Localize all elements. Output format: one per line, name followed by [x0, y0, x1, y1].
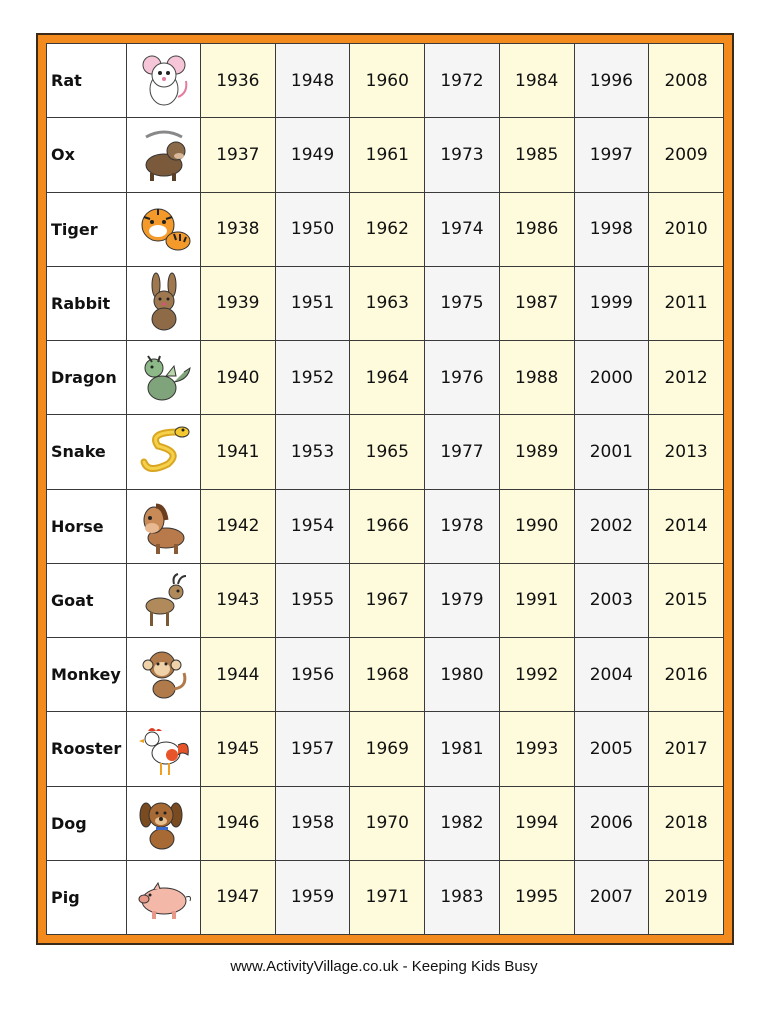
year-cell: 1985	[499, 118, 574, 192]
pig-icon	[127, 865, 200, 929]
year-cell: 1974	[425, 192, 500, 266]
horse-icon	[127, 494, 200, 558]
year-cell: 1989	[499, 415, 574, 489]
animal-picture-cell	[127, 712, 201, 786]
year-cell: 2006	[574, 786, 649, 860]
year-cell: 1939	[201, 266, 276, 340]
year-cell: 1992	[499, 638, 574, 712]
animal-name: Pig	[47, 860, 127, 934]
year-cell: 1937	[201, 118, 276, 192]
year-cell: 1990	[499, 489, 574, 563]
year-cell: 1986	[499, 192, 574, 266]
year-cell: 1981	[425, 712, 500, 786]
tiger-icon	[127, 197, 200, 261]
year-cell: 1980	[425, 638, 500, 712]
zodiac-row	[47, 192, 724, 266]
year-cell: 1938	[201, 192, 276, 266]
zodiac-row	[47, 341, 724, 415]
animal-picture-cell	[127, 786, 201, 860]
animal-name: Snake	[47, 415, 127, 489]
year-cell: 1983	[425, 860, 500, 934]
year-cell: 1959	[275, 860, 350, 934]
monkey-icon	[127, 643, 200, 707]
year-cell: 1960	[350, 44, 425, 118]
year-cell: 1976	[425, 341, 500, 415]
year-cell: 1946	[201, 786, 276, 860]
animal-name: Ox	[47, 118, 127, 192]
year-cell: 2007	[574, 860, 649, 934]
year-cell: 1984	[499, 44, 574, 118]
year-cell: 1958	[275, 786, 350, 860]
year-cell: 1964	[350, 341, 425, 415]
zodiac-row	[47, 489, 724, 563]
year-cell: 2005	[574, 712, 649, 786]
year-cell: 1949	[275, 118, 350, 192]
dog-icon	[127, 791, 200, 855]
zodiac-row	[47, 638, 724, 712]
zodiac-chart-frame	[36, 33, 734, 945]
year-cell: 2018	[649, 786, 724, 860]
year-cell: 1957	[275, 712, 350, 786]
animal-name: Dog	[47, 786, 127, 860]
animal-name: Monkey	[47, 638, 127, 712]
snake-icon	[127, 420, 200, 484]
year-cell: 1979	[425, 563, 500, 637]
zodiac-row	[47, 118, 724, 192]
year-cell: 1956	[275, 638, 350, 712]
year-cell: 1999	[574, 266, 649, 340]
zodiac-row	[47, 786, 724, 860]
year-cell: 2017	[649, 712, 724, 786]
year-cell: 1955	[275, 563, 350, 637]
animal-name: Goat	[47, 563, 127, 637]
year-cell: 2008	[649, 44, 724, 118]
year-cell: 1953	[275, 415, 350, 489]
year-cell: 1971	[350, 860, 425, 934]
rooster-icon	[127, 717, 200, 781]
dragon-icon	[127, 346, 200, 410]
year-cell: 1975	[425, 266, 500, 340]
footer-text: www.ActivityVillage.co.uk - Keeping Kids Busy	[230, 958, 538, 975]
year-cell: 1945	[201, 712, 276, 786]
goat-icon	[127, 568, 200, 632]
year-cell: 1988	[499, 341, 574, 415]
year-cell: 1978	[425, 489, 500, 563]
zodiac-row	[47, 415, 724, 489]
animal-picture-cell	[127, 489, 201, 563]
zodiac-row	[47, 860, 724, 934]
year-cell: 1977	[425, 415, 500, 489]
year-cell: 1948	[275, 44, 350, 118]
year-cell: 1970	[350, 786, 425, 860]
year-cell: 1952	[275, 341, 350, 415]
year-cell: 2001	[574, 415, 649, 489]
zodiac-row	[47, 563, 724, 637]
animal-picture-cell	[127, 638, 201, 712]
year-cell: 2014	[649, 489, 724, 563]
year-cell: 1942	[201, 489, 276, 563]
animal-picture-cell	[127, 563, 201, 637]
year-cell: 2010	[649, 192, 724, 266]
animal-picture-cell	[127, 415, 201, 489]
year-cell: 2009	[649, 118, 724, 192]
year-cell: 1969	[350, 712, 425, 786]
year-cell: 1963	[350, 266, 425, 340]
year-cell: 1941	[201, 415, 276, 489]
year-cell: 2012	[649, 341, 724, 415]
animal-name: Dragon	[47, 341, 127, 415]
animal-picture-cell	[127, 860, 201, 934]
zodiac-years-table	[46, 43, 724, 935]
year-cell: 1995	[499, 860, 574, 934]
year-cell: 2000	[574, 341, 649, 415]
year-cell: 1966	[350, 489, 425, 563]
year-cell: 1944	[201, 638, 276, 712]
animal-name: Horse	[47, 489, 127, 563]
year-cell: 1940	[201, 341, 276, 415]
year-cell: 1950	[275, 192, 350, 266]
year-cell: 1991	[499, 563, 574, 637]
year-cell: 1973	[425, 118, 500, 192]
year-cell: 2019	[649, 860, 724, 934]
year-cell: 1967	[350, 563, 425, 637]
year-cell: 2015	[649, 563, 724, 637]
animal-picture-cell	[127, 341, 201, 415]
year-cell: 1965	[350, 415, 425, 489]
year-cell: 1997	[574, 118, 649, 192]
animal-picture-cell	[127, 118, 201, 192]
rat-icon	[127, 49, 200, 113]
year-cell: 1961	[350, 118, 425, 192]
year-cell: 2011	[649, 266, 724, 340]
animal-name: Rat	[47, 44, 127, 118]
year-cell: 1998	[574, 192, 649, 266]
zodiac-row	[47, 266, 724, 340]
zodiac-table-body	[47, 44, 724, 935]
year-cell: 1951	[275, 266, 350, 340]
year-cell: 1954	[275, 489, 350, 563]
year-cell: 1996	[574, 44, 649, 118]
year-cell: 2003	[574, 563, 649, 637]
year-cell: 2013	[649, 415, 724, 489]
year-cell: 1982	[425, 786, 500, 860]
year-cell: 1936	[201, 44, 276, 118]
year-cell: 1993	[499, 712, 574, 786]
zodiac-row	[47, 44, 724, 118]
animal-picture-cell	[127, 44, 201, 118]
year-cell: 1968	[350, 638, 425, 712]
year-cell: 1962	[350, 192, 425, 266]
animal-picture-cell	[127, 266, 201, 340]
year-cell: 1943	[201, 563, 276, 637]
animal-name: Tiger	[47, 192, 127, 266]
ox-icon	[127, 123, 200, 187]
year-cell: 1994	[499, 786, 574, 860]
animal-picture-cell	[127, 192, 201, 266]
year-cell: 1972	[425, 44, 500, 118]
year-cell: 2002	[574, 489, 649, 563]
year-cell: 2004	[574, 638, 649, 712]
year-cell: 1987	[499, 266, 574, 340]
year-cell: 1947	[201, 860, 276, 934]
animal-name: Rooster	[47, 712, 127, 786]
animal-name: Rabbit	[47, 266, 127, 340]
zodiac-row	[47, 712, 724, 786]
year-cell: 2016	[649, 638, 724, 712]
rabbit-icon	[127, 271, 200, 335]
